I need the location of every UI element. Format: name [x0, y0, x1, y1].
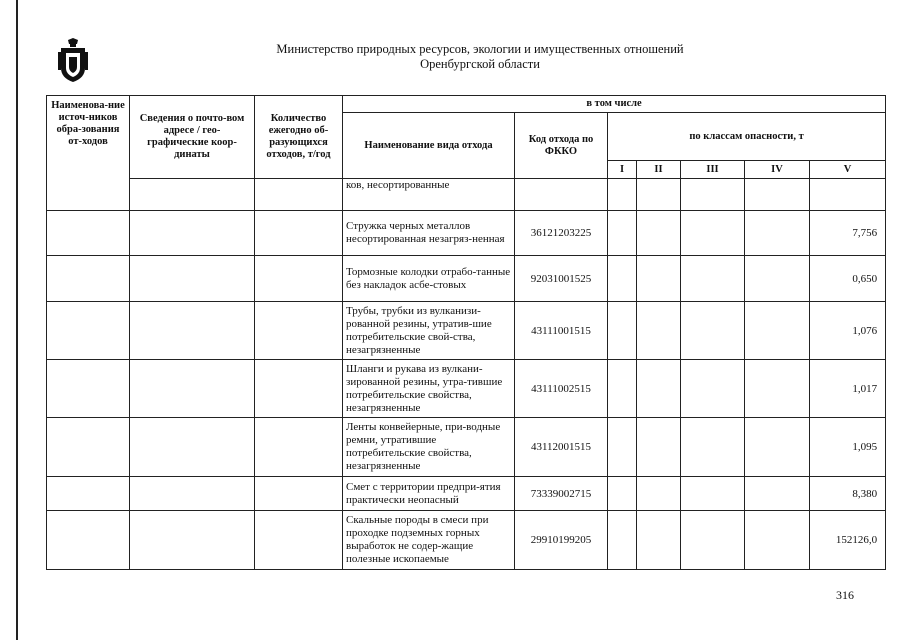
- cell-waste-name: ков, несортированные: [343, 179, 515, 211]
- cell-waste-name: Тормозные колодки отрабо-танные без накладок асбе-стовых: [343, 256, 515, 302]
- cell-waste-name: Скальные породы в смеси при проходке подземных горных выработок не содер-жащие полезные ископаемые: [343, 511, 515, 570]
- cell-address: [130, 179, 255, 211]
- cell-waste-name: Смет с территории предпри-ятия практически неопасный: [343, 477, 515, 511]
- cell-fkko-code: 43111002515: [515, 360, 608, 418]
- header-quantity: Количество ежегодно об-разующихся отходов, т/год: [255, 96, 343, 179]
- header-class-4: IV: [745, 161, 810, 179]
- cell-class-5: 152126,0: [810, 511, 886, 570]
- header-fkko-code: Код отхода по ФККО: [515, 113, 608, 179]
- page-left-border: [16, 0, 18, 640]
- cell-waste-name: Стружка черных металлов несортированная незагряз-ненная: [343, 211, 515, 256]
- header-class-2: II: [637, 161, 681, 179]
- header-hazard-classes: по классам опасности, т: [608, 113, 886, 161]
- cell-class-5: [810, 179, 886, 211]
- cell-fkko-code: 36121203225: [515, 211, 608, 256]
- ministry-header: [150, 42, 810, 72]
- table-row: [47, 179, 886, 211]
- cell-waste-name: Ленты конвейерные, при-водные ремни, утратившие потребительские свойства, незагрязненные: [343, 418, 515, 477]
- cell-waste-name: Шланги и рукава из вулкани-зированной резины, утра-тившие потребительские свойства, незагрязненные: [343, 360, 515, 418]
- waste-table: [46, 95, 886, 570]
- cell-fkko-code: 43112001515: [515, 418, 608, 477]
- header-address: Сведения о почто-вом адресе / гео-графические коор-динаты: [130, 96, 255, 179]
- region-name: Оренбургской области: [420, 57, 540, 71]
- cell-class-5: 1,017: [810, 360, 886, 418]
- cell-fkko-code: [515, 179, 608, 211]
- header-class-1: I: [608, 161, 637, 179]
- cell-class-5: 1,095: [810, 418, 886, 477]
- page-number: 316: [836, 588, 854, 602]
- header-including: в том числе: [343, 96, 886, 113]
- header-class-5: V: [810, 161, 886, 179]
- cell-fkko-code: 92031001525: [515, 256, 608, 302]
- cell-class-5: 1,076: [810, 302, 886, 360]
- cell-class-5: 8,380: [810, 477, 886, 511]
- table-row: [47, 418, 886, 477]
- cell-class-5: 0,650: [810, 256, 886, 302]
- table-row: [47, 302, 886, 360]
- header-class-3: III: [681, 161, 745, 179]
- header-source-name: Наименова-ние источ-ников обра-зования от-ходов: [47, 96, 130, 211]
- cell-fkko-code: 29910199205: [515, 511, 608, 570]
- header-waste-name: Наименование вида отхода: [343, 113, 515, 179]
- table-row: [47, 256, 886, 302]
- table-row: [47, 360, 886, 418]
- cell-fkko-code: 73339002715: [515, 477, 608, 511]
- cell-waste-name: Трубы, трубки из вулканизи-рованной резины, утратив-шие потребительские свой-ства, незагрязненные: [343, 302, 515, 360]
- cell-fkko-code: 43111001515: [515, 302, 608, 360]
- table-row: [47, 477, 886, 511]
- cell-quantity: [255, 179, 343, 211]
- table-row: [47, 511, 886, 570]
- oblast-coat-of-arms-icon: [58, 38, 88, 82]
- ministry-name: Министерство природных ресурсов, экологии и имущественных отношений: [276, 42, 684, 56]
- cell-class-5: 7,756: [810, 211, 886, 256]
- table-row: [47, 211, 886, 256]
